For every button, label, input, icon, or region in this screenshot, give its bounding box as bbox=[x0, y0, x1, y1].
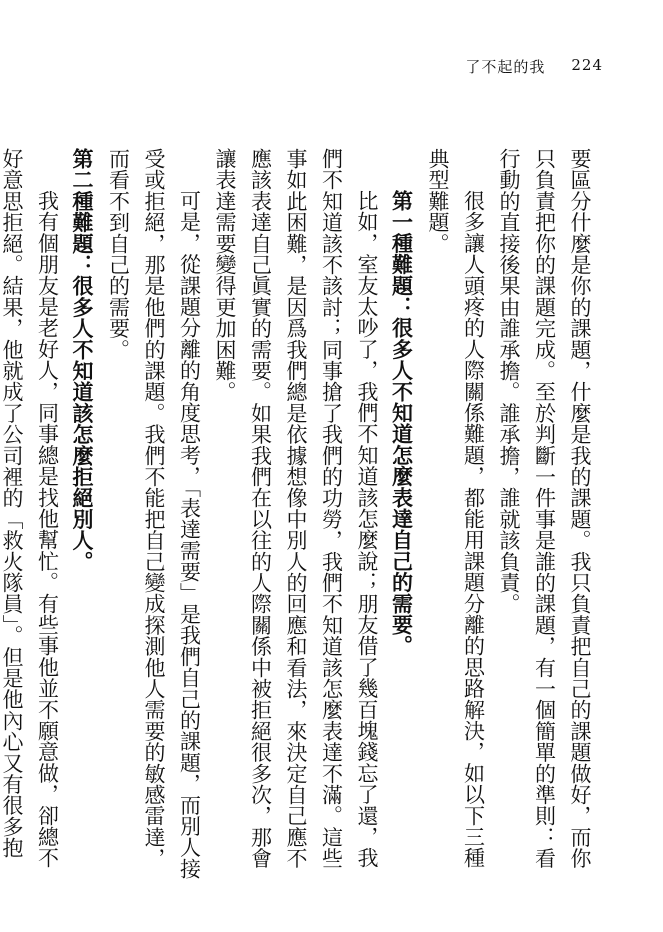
vertical-body-text bbox=[0, 148, 597, 883]
paragraph: 要區分什麼是你的課題，什麼是我的課題。我只負責把自己的課題做好，而你只負責把你的課題完成。至於判斷一件事是誰的課題，有一個簡單的準則：看行動的直接後果由誰承擔。誰承擔，誰就該負責。 bbox=[497, 148, 592, 869]
paragraph: 比如，室友太吵了，我們不知道該怎麼說；朋友借了幾百塊錢忘了還，我們不知道該不該討；同事搶了我們的功勞，我們不知道該怎麼表達不滿。這些事如此困難，是因爲我們總是依據想像中別人的回應和看法，來決定自己應不應該表達自己眞實的需要。如果我們在以往的人際關係中被拒絕很多次，那會讓表達需要變得更加困難。 bbox=[213, 148, 379, 869]
paragraph: 我有個朋友是老好人，同事總是找他幫忙。有些事他並不願意做，卻總不好意思拒絕。結果，他就成了公司裡的「救火隊員」。但是他內心又有很多抱 bbox=[0, 148, 60, 869]
section-heading: 第一種難題：很多人不知道怎麼表達自己的需要。 bbox=[389, 190, 415, 657]
page-number: 224 bbox=[571, 56, 603, 74]
paragraph: 很多讓人頭疼的人際關係難題，都能用課題分離的思路解決，如以下三種典型難題。 bbox=[426, 148, 486, 869]
section-heading: 第二種難題：很多人不知道該怎麼拒絕別人。 bbox=[70, 148, 95, 572]
paragraph: 可是，從課題分離的角度思考，「表達需要」是我們自己的課題，而別人接受或拒絕，那是他們的課題。我們不能把自己變成探測他人需要的敏感雷達，而看不到自己的需要。 bbox=[106, 148, 202, 880]
book-title: 了不起的我 bbox=[465, 58, 546, 76]
running-header bbox=[465, 56, 603, 77]
